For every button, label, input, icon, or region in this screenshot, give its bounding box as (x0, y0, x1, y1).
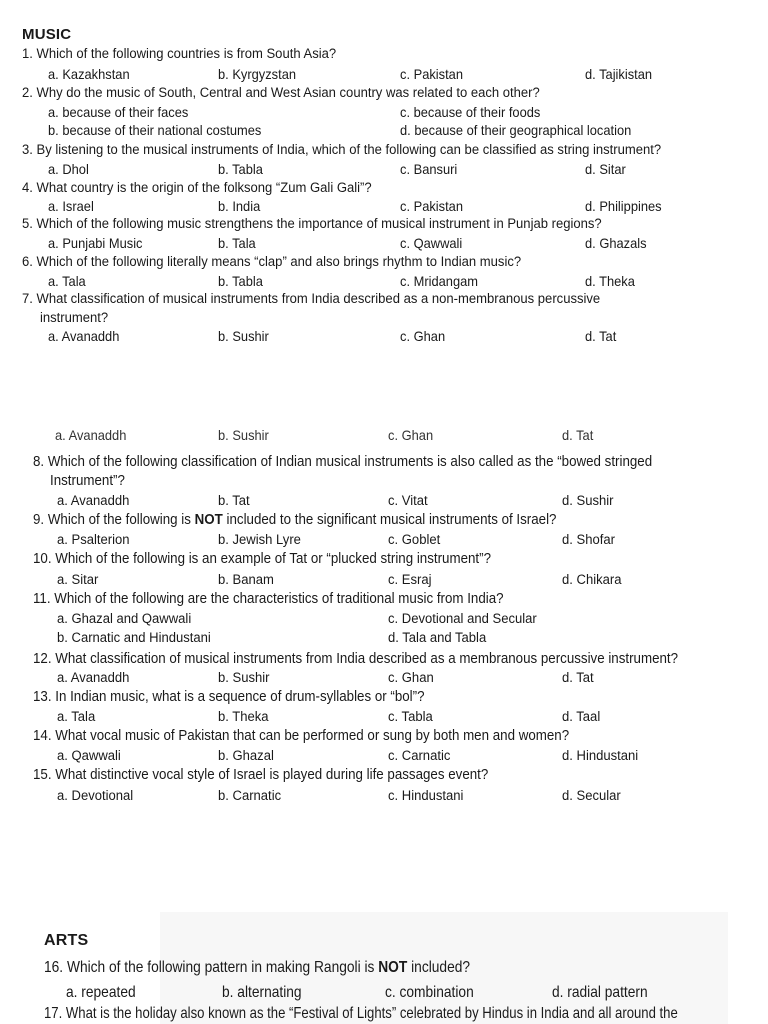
question-5: 5. Which of the following music strengthens the importance of musical instrument in Punjab regions? (22, 216, 602, 232)
q15-option-b: b. Carnatic (218, 788, 282, 804)
q6-option-b: b. Tabla (218, 273, 263, 289)
q6-option-a: a. Tala (48, 273, 86, 289)
q7-option-d: d. Tat (585, 328, 617, 344)
q12-option-c: c. Ghan (388, 670, 434, 686)
question-7: 7. What classification of musical instruments from India described as a non-membranous percussive (22, 291, 601, 307)
section-title-arts: ARTS (44, 932, 89, 949)
q4-option-c: c. Pakistan (400, 198, 464, 214)
question-9: 9. Which of the following is NOT included to the significant musical instruments of Israel? (33, 512, 557, 528)
q6-option-d: d. Theka (585, 273, 635, 289)
q16-option-a: a. repeated (66, 984, 136, 1001)
q16-emphasis: NOT (378, 959, 408, 976)
cutoff-option-d: d. Tat (562, 427, 594, 443)
q1-option-b: b. Kyrgyzstan (218, 66, 297, 82)
q7-option-c: c. Ghan (400, 328, 446, 344)
q5-option-b: b. Tala (218, 235, 256, 251)
q4-option-d: d. Philippines (585, 198, 662, 214)
q16-option-d: d. radial pattern (552, 984, 648, 1001)
q13-option-c: c. Tabla (388, 709, 433, 725)
q13-option-d: d. Taal (562, 709, 601, 725)
q16-option-b: b. alternating (222, 984, 302, 1001)
q14-option-b: b. Ghazal (218, 748, 274, 764)
question-8-continued: Instrument”? (50, 473, 125, 489)
q10-option-b: b. Banam (218, 572, 274, 588)
q11-option-b: b. Carnatic and Hindustani (57, 630, 211, 646)
q2-option-d: d. because of their geographical location (400, 122, 632, 138)
q12-option-a: a. Avanaddh (57, 670, 130, 686)
q11-option-a: a. Ghazal and Qawwali (57, 611, 192, 627)
q2-option-b: b. because of their national costumes (48, 122, 262, 138)
q5-option-d: d. Ghazals (585, 235, 647, 251)
q4-option-b: b. India (218, 198, 261, 214)
question-3: 3. By listening to the musical instruments of India, which of the following can be classified as string instrument? (22, 142, 662, 158)
q1-option-d: d. Tajikistan (585, 66, 653, 82)
q12-option-d: d. Tat (562, 670, 594, 686)
q6-option-c: c. Mridangam (400, 273, 479, 289)
q4-option-a: a. Israel (48, 198, 94, 214)
q11-option-d: d. Tala and Tabla (388, 630, 487, 646)
question-8: 8. Which of the following classification of Indian musical instruments is also called as the “bowed stringed (33, 454, 653, 470)
q3-option-a: a. Dhol (48, 161, 89, 177)
q10-option-d: d. Chikara (562, 572, 622, 588)
q14-option-a: a. Qawwali (57, 748, 121, 764)
question-2: 2. Why do the music of South, Central and West Asian country was related to each other? (22, 85, 540, 101)
question-4: 4. What country is the origin of the folksong “Zum Gali Gali”? (22, 180, 372, 196)
cutoff-option-b: b. Sushir (218, 427, 269, 443)
q15-option-a: a. Devotional (57, 788, 134, 804)
question-14: 14. What vocal music of Pakistan that can be performed or sung by both men and women? (33, 728, 570, 744)
q3-option-b: b. Tabla (218, 161, 263, 177)
q3-option-c: c. Bansuri (400, 161, 458, 177)
question-1: 1. Which of the following countries is from South Asia? (22, 46, 337, 62)
q9-option-c: c. Goblet (388, 532, 441, 548)
cutoff-option-c: c. Ghan (388, 427, 434, 443)
q1-option-a: a. Kazakhstan (48, 66, 130, 82)
q7-option-a: a. Avanaddh (48, 328, 120, 344)
q8-option-d: d. Sushir (562, 493, 614, 509)
question-11: 11. Which of the following are the characteristics of traditional music from India? (33, 591, 504, 607)
q2-option-c: c. because of their foods (400, 104, 541, 120)
q8-option-c: c. Vitat (388, 493, 428, 509)
q8-option-b: b. Tat (218, 493, 250, 509)
q2-option-a: a. because of their faces (48, 104, 189, 120)
q8-option-a: a. Avanaddh (57, 493, 130, 509)
q14-option-d: d. Hindustani (562, 748, 639, 764)
q10-option-a: a. Sitar (57, 572, 99, 588)
question-13: 13. In Indian music, what is a sequence of drum-syllables or “bol”? (33, 689, 425, 705)
question-16: 16. Which of the following pattern in making Rangoli is NOT included? (44, 959, 471, 976)
q15-option-c: c. Hindustani (388, 788, 464, 804)
question-12: 12. What classification of musical instruments from India described as a membranous percussive instrument? (33, 651, 679, 667)
q9-option-d: d. Shofar (562, 532, 615, 548)
question-15: 15. What distinctive vocal style of Israel is played during life passages event? (33, 767, 489, 783)
q15-option-d: d. Secular (562, 788, 621, 804)
q14-option-c: c. Carnatic (388, 748, 451, 764)
question-6: 6. Which of the following literally means “clap” and also brings rhythm to Indian music? (22, 254, 522, 270)
q7-option-b: b. Sushir (218, 328, 269, 344)
question-17: 17. What is the holiday also known as the “Festival of Lights” celebrated by Hindus in India and all around the (44, 1005, 678, 1022)
q5-option-a: a. Punjabi Music (48, 235, 143, 251)
q3-option-d: d. Sitar (585, 161, 626, 177)
question-10: 10. Which of the following is an example of Tat or “plucked string instrument”? (33, 551, 491, 567)
section-title-music: MUSIC (22, 26, 72, 43)
q1-option-c: c. Pakistan (400, 66, 464, 82)
q12-option-b: b. Sushir (218, 670, 270, 686)
q9-option-b: b. Jewish Lyre (218, 532, 301, 548)
cutoff-option-a: a. Avanaddh (55, 427, 127, 443)
q9-emphasis: NOT (194, 512, 223, 528)
q13-option-a: a. Tala (57, 709, 96, 725)
question-7-continued: instrument? (40, 310, 109, 326)
q9-option-a: a. Psalterion (57, 532, 130, 548)
q13-option-b: b. Theka (218, 709, 269, 725)
q11-option-c: c. Devotional and Secular (388, 611, 537, 627)
q16-option-c: c. combination (385, 984, 474, 1001)
q5-option-c: c. Qawwali (400, 235, 463, 251)
q10-option-c: c. Esraj (388, 572, 432, 588)
